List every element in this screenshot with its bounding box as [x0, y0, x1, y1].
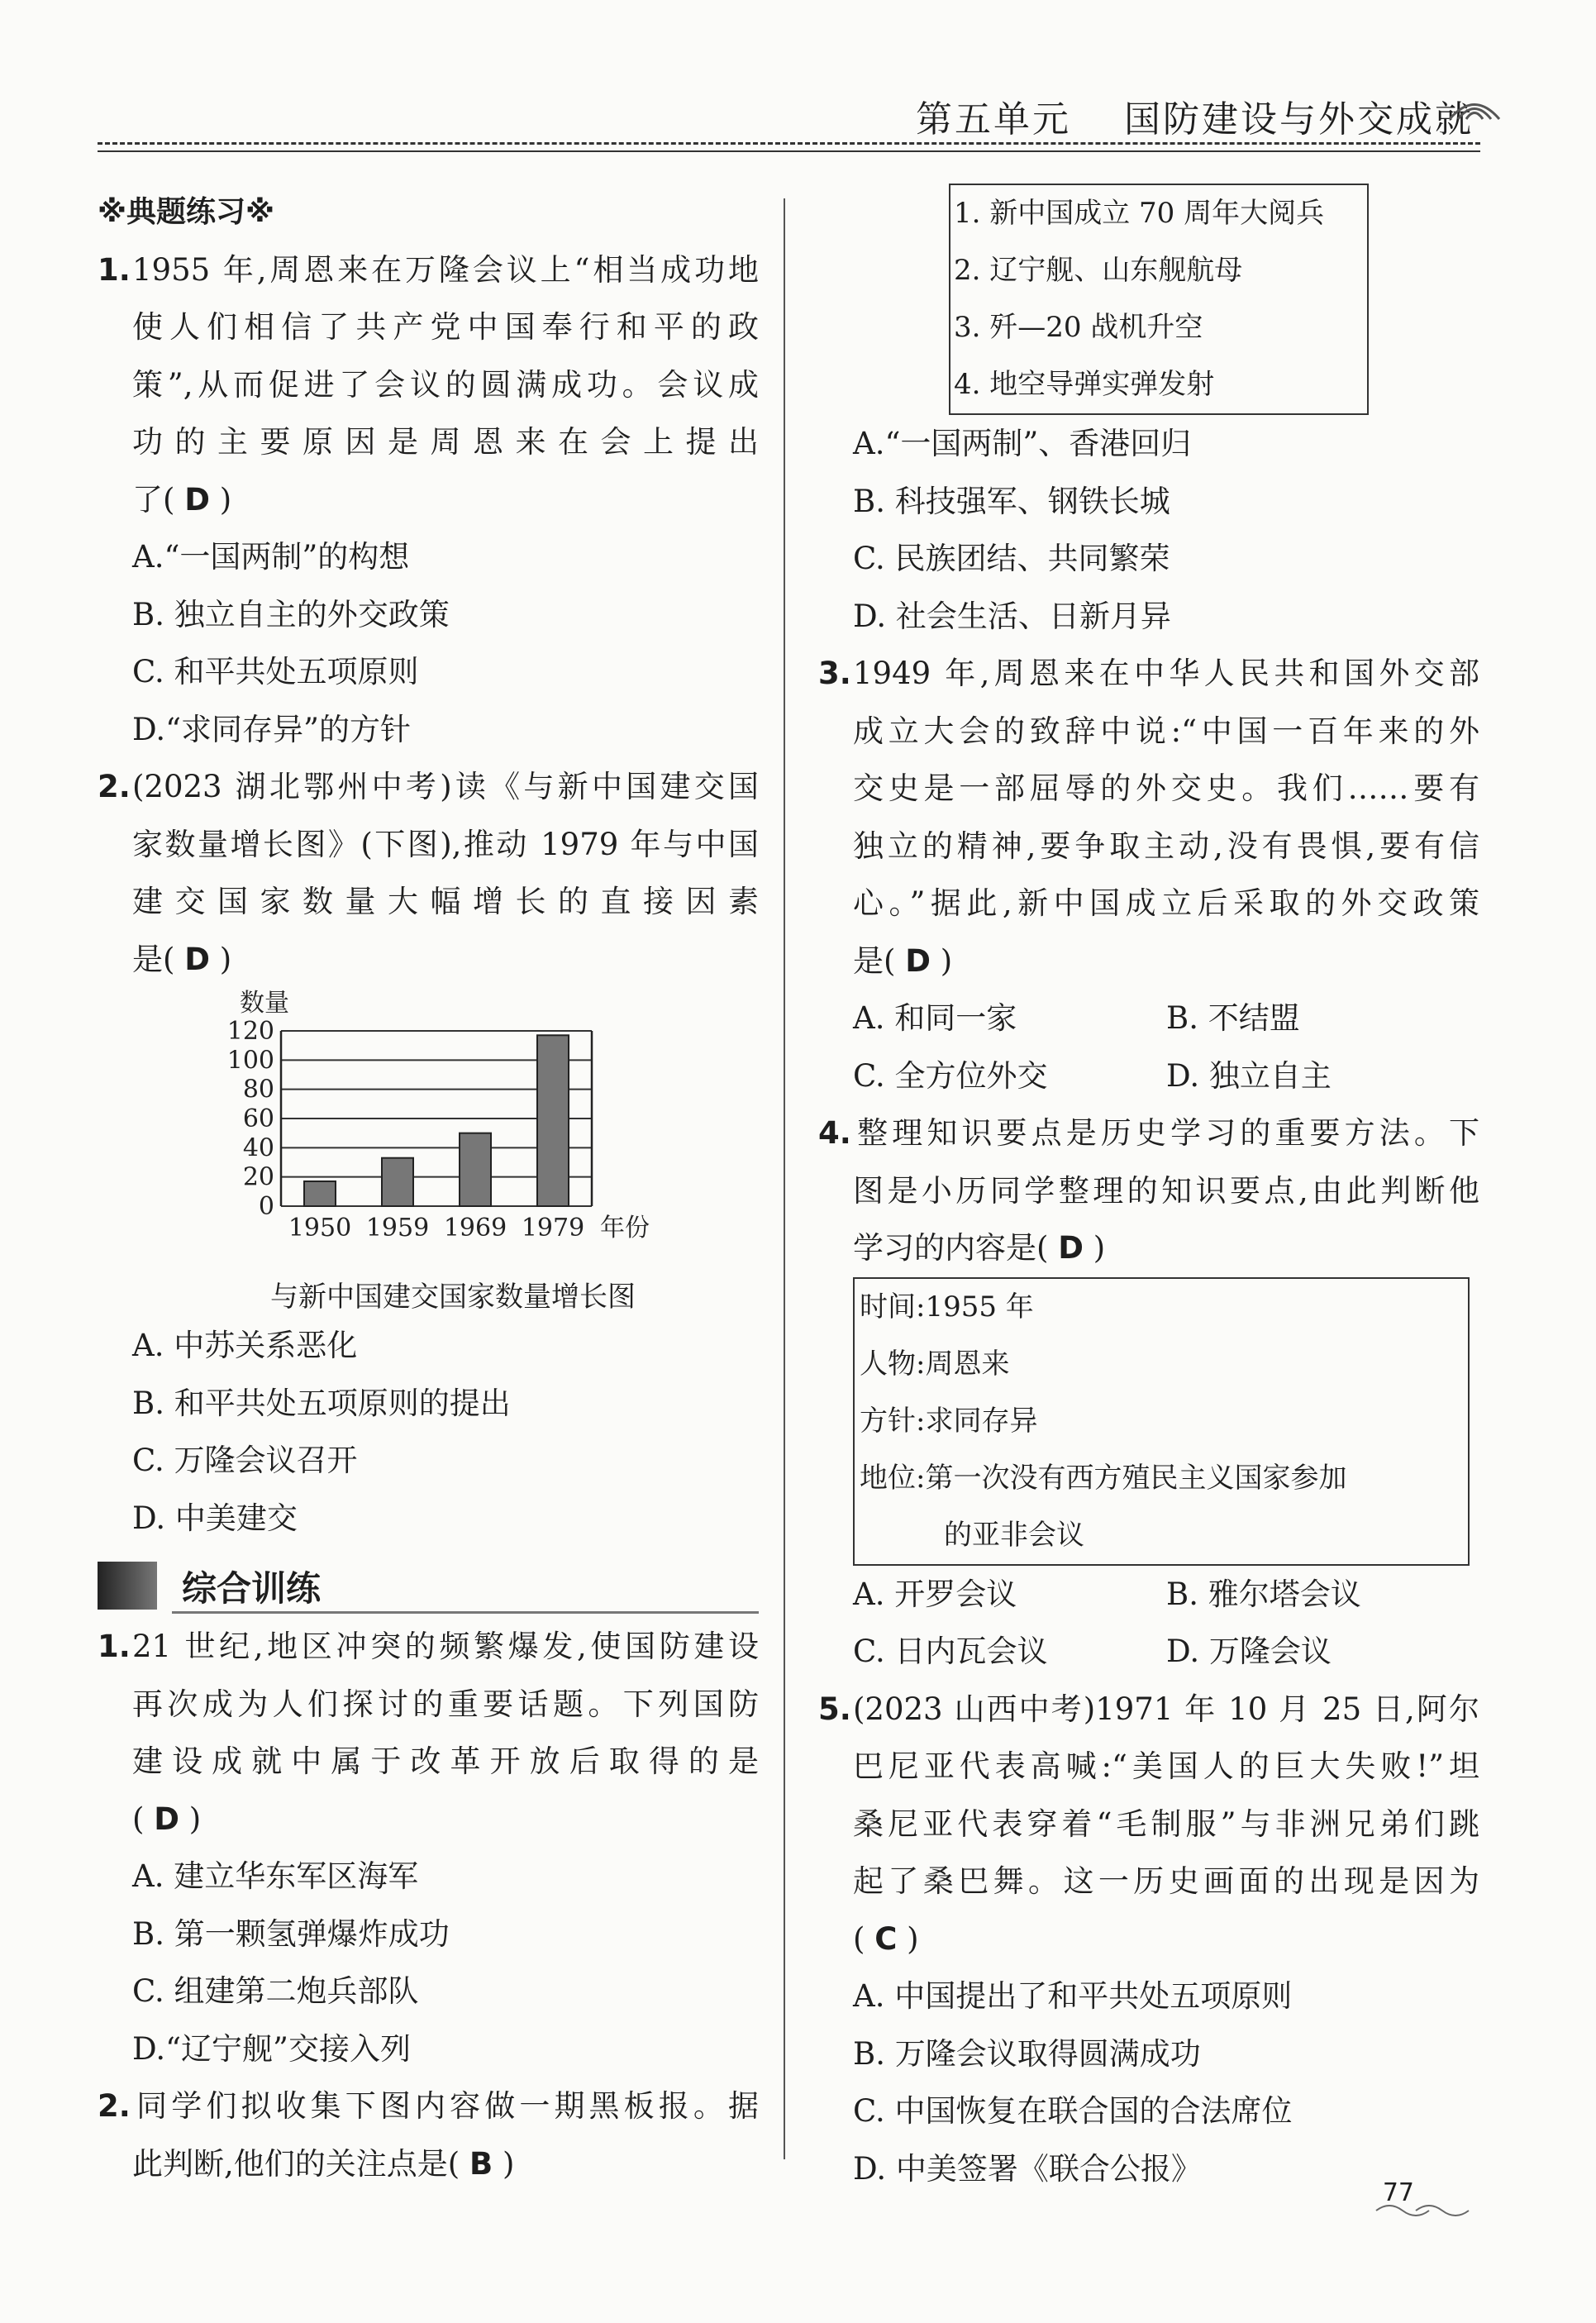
section-title: 综合训练 — [182, 1568, 322, 1609]
knowledge-points-box — [853, 1277, 1470, 1566]
stem-line: ( — [132, 1801, 145, 1837]
answer: D — [184, 481, 210, 518]
stem-line: (2023 湖北鄂州中考)读《与新中国建交国 — [132, 769, 759, 804]
stem-line: 家数量增长图》(下图),推动 1979 年与中国 — [132, 826, 759, 862]
stem-line: 起了桑巴舞。这一历史画面的出现是因为 — [853, 1863, 1479, 1899]
x-tick-label: 1950 — [288, 1214, 352, 1243]
header-ornament-icon — [1446, 86, 1503, 127]
option-c: C. 民族团结、共同繁荣 — [853, 541, 1170, 576]
option-c: C. 和平共处五项原则 — [132, 654, 419, 689]
x-tick-label: 1959 — [365, 1214, 430, 1243]
stem-line: 建交国家数量大幅增长的直接因素 — [132, 884, 759, 919]
option-d: D. 社会生活、日新月异 — [853, 598, 1171, 634]
stem-line: 巴尼亚代表高喊:“美国人的巨大失败!”坦 — [853, 1748, 1479, 1784]
stem-line: 功的主要原因是周恩来在会上提出 — [132, 424, 759, 460]
stem-line: 是( — [132, 941, 175, 977]
option-a: A. 中苏关系恶化 — [132, 1328, 358, 1363]
stem-line: 学习的内容是( — [853, 1230, 1049, 1266]
question-number: 4. — [818, 1115, 851, 1151]
section-banner — [98, 1552, 759, 1618]
y-tick-label: 20 — [242, 1162, 274, 1192]
paren-close: ) — [188, 1801, 202, 1837]
y-tick-label: 0 — [258, 1192, 274, 1221]
question-number: 3. — [818, 656, 851, 691]
knowledge-item: 的亚非会议 — [944, 1518, 1084, 1552]
topic-list-box — [949, 184, 1369, 415]
paren-close: ) — [907, 1920, 919, 1957]
option-c: C. 全方位外交 — [853, 1057, 1048, 1094]
option-c: C. 万隆会议召开 — [132, 1443, 358, 1478]
option-a: A. 开罗会议 — [853, 1576, 1017, 1612]
chart-title: 与新中国建交国家数量增长图 — [270, 1281, 636, 1314]
y-tick-label: 40 — [242, 1133, 274, 1163]
option-a: A. 中国提出了和平共处五项原则 — [853, 1978, 1293, 2014]
bar-1959 — [382, 1158, 413, 1206]
stem-line: 策”,从而促进了会议的圆满成功。会议成 — [132, 366, 759, 403]
question-number: 2. — [98, 769, 131, 804]
question-number: 2. — [98, 2088, 131, 2124]
header-solid-rule — [98, 150, 1480, 152]
x-tick-label: 1979 — [521, 1214, 585, 1243]
option-row — [818, 1566, 1479, 1624]
stem-line: 独立的精神,要争取主动,没有畏惧,要有信 — [853, 828, 1479, 864]
answer: D — [1058, 1230, 1084, 1266]
option-row — [818, 1623, 1479, 1681]
banner-rule — [172, 1611, 759, 1614]
x-tick-label: 1969 — [443, 1214, 507, 1243]
topic-item: 3. 歼—20 战机升空 — [954, 311, 1203, 344]
option-d: D.“辽宁舰”交接入列 — [132, 2030, 411, 2067]
answer: D — [154, 1801, 179, 1837]
answer: D — [184, 941, 210, 977]
option-a: A.“一国两制”的构想 — [132, 539, 410, 575]
stem-line: (2023 山西中考)1971 年 10 月 25 日,阿尔 — [853, 1691, 1479, 1727]
bar-1969 — [460, 1133, 491, 1206]
answer: B — [469, 2145, 493, 2182]
option-c: C. 日内瓦会议 — [853, 1634, 1048, 1669]
synthesis-question-4 — [818, 1104, 1479, 1681]
header-dashed-rule — [98, 142, 1480, 145]
right-column — [818, 184, 1479, 2197]
stem-line: 是( — [853, 942, 896, 979]
knowledge-item: 方针:求同存异 — [860, 1404, 1038, 1438]
option-d: D. 中美签署《联合公报》 — [853, 2150, 1202, 2187]
x-axis-label: 年份 — [600, 1214, 650, 1243]
paren-close: ) — [502, 2145, 515, 2182]
knowledge-item: 人物:周恩来 — [860, 1347, 1010, 1381]
question-number: 5. — [818, 1691, 851, 1727]
stem-line: 1949 年,周恩来在中华人民共和国外交部 — [853, 656, 1479, 691]
knowledge-item: 时间:1955 年 — [860, 1290, 1034, 1324]
y-tick-label: 60 — [242, 1104, 274, 1133]
option-b: B. 不结盟 — [1166, 1000, 1300, 1036]
page-ornament-icon — [1373, 2199, 1472, 2219]
stem-line: 1955 年,周恩来在万隆会议上“相当成功地 — [132, 251, 759, 288]
option-a: A. 建立华东军区海军 — [132, 1858, 419, 1894]
topic-item: 4. 地空导弹实弹发射 — [954, 368, 1215, 401]
option-row — [818, 1047, 1479, 1105]
option-b: B. 和平共处五项原则的提出 — [132, 1385, 511, 1421]
y-tick-label: 120 — [226, 1017, 274, 1046]
unit-title: 国防建设与外交成就 — [1124, 98, 1474, 141]
question-2 — [98, 758, 759, 1547]
answer: D — [905, 942, 931, 979]
question-number: 1. — [98, 251, 131, 288]
column-divider — [784, 198, 785, 2159]
option-a: A.“一国两制”、香港回归 — [853, 426, 1192, 461]
option-d: D. 独立自主 — [1166, 1057, 1332, 1094]
option-b: B. 雅尔塔会议 — [1166, 1576, 1361, 1612]
option-b: B. 第一颗氢弹爆炸成功 — [132, 1915, 450, 1952]
question-1 — [98, 241, 759, 759]
stem-line: 此判断,他们的关注点是( — [132, 2145, 460, 2182]
stem-line: ( — [853, 1920, 865, 1957]
topic-item: 1. 新中国成立 70 周年大阅兵 — [954, 197, 1325, 230]
answer: C — [874, 1920, 898, 1957]
stem-line: 21 世纪,地区冲突的频繁爆发,使国防建设 — [132, 1629, 759, 1664]
paren-close: ) — [940, 942, 953, 979]
synthesis-question-1 — [98, 1618, 759, 2077]
paren-close: ) — [1093, 1230, 1106, 1266]
synthesis-question-5 — [818, 1681, 1479, 2198]
stem-line: 再次成为人们探讨的重要话题。下列国防 — [132, 1686, 759, 1722]
knowledge-item: 地位:第一次没有西方殖民主义国家参加 — [860, 1461, 1347, 1495]
option-b: B. 万隆会议取得圆满成功 — [853, 2035, 1201, 2072]
option-d: D.“求同存异”的方针 — [132, 711, 411, 747]
stem-line: 桑尼亚代表穿着“毛制服”与非洲兄弟们跳 — [853, 1805, 1479, 1842]
option-row — [818, 990, 1479, 1047]
y-axis-label: 数量 — [240, 989, 289, 1018]
option-d: D. 万隆会议 — [1166, 1634, 1332, 1669]
option-d: D. 中美建交 — [132, 1500, 298, 1536]
option-b: B. 独立自主的外交政策 — [132, 596, 450, 632]
stem-line: 成立大会的致辞中说:“中国一百年来的外 — [853, 713, 1479, 749]
paren-close: ) — [219, 481, 232, 518]
option-a: A. 和同一家 — [853, 1000, 1017, 1036]
practice-heading: ※典题练习※ — [98, 195, 274, 229]
option-b: B. 科技强军、钢铁长城 — [853, 483, 1170, 519]
bar-1979 — [537, 1035, 569, 1206]
stem-line: 整理知识要点是历史学习的重要方法。下 — [853, 1115, 1479, 1151]
stem-line: 建设成就中属于改革开放后取得的是 — [132, 1743, 759, 1779]
option-c: C. 中国恢复在联合国的合法席位 — [853, 2093, 1293, 2129]
stem-line: 图是小历同学整理的知识要点,由此判断他 — [853, 1172, 1479, 1209]
synthesis-question-2 — [98, 2077, 759, 2192]
y-tick-label: 100 — [226, 1046, 274, 1076]
chart-svg — [98, 988, 759, 1277]
unit-header — [916, 89, 1474, 142]
page-number: 77 — [1382, 2178, 1414, 2207]
stem-line: 心。”据此,新中国成立后采取的外交政策 — [853, 885, 1479, 921]
option-c: C. 组建第二炮兵部队 — [132, 1973, 419, 2009]
stem-line: 交史是一部屈辱的外交史。我们……要有 — [853, 770, 1479, 806]
topic-item: 2. 辽宁舰、山东舰航母 — [954, 254, 1243, 287]
banner-block-icon — [98, 1562, 157, 1610]
paren-close: ) — [219, 941, 232, 977]
left-column — [98, 184, 759, 2192]
stem-line: 同学们拟收集下图内容做一期黑板报。据 — [132, 2088, 759, 2124]
y-tick-label: 80 — [242, 1075, 274, 1104]
question-number: 1. — [98, 1629, 131, 1664]
synthesis-question-3 — [818, 645, 1479, 1104]
stem-line: 使人们相信了共产党中国奉行和平的政 — [132, 309, 759, 345]
unit-label: 第五单元 — [916, 98, 1071, 141]
bar-chart — [98, 988, 759, 1277]
bar-1950 — [304, 1181, 336, 1206]
stem-line: 了( — [132, 481, 175, 518]
